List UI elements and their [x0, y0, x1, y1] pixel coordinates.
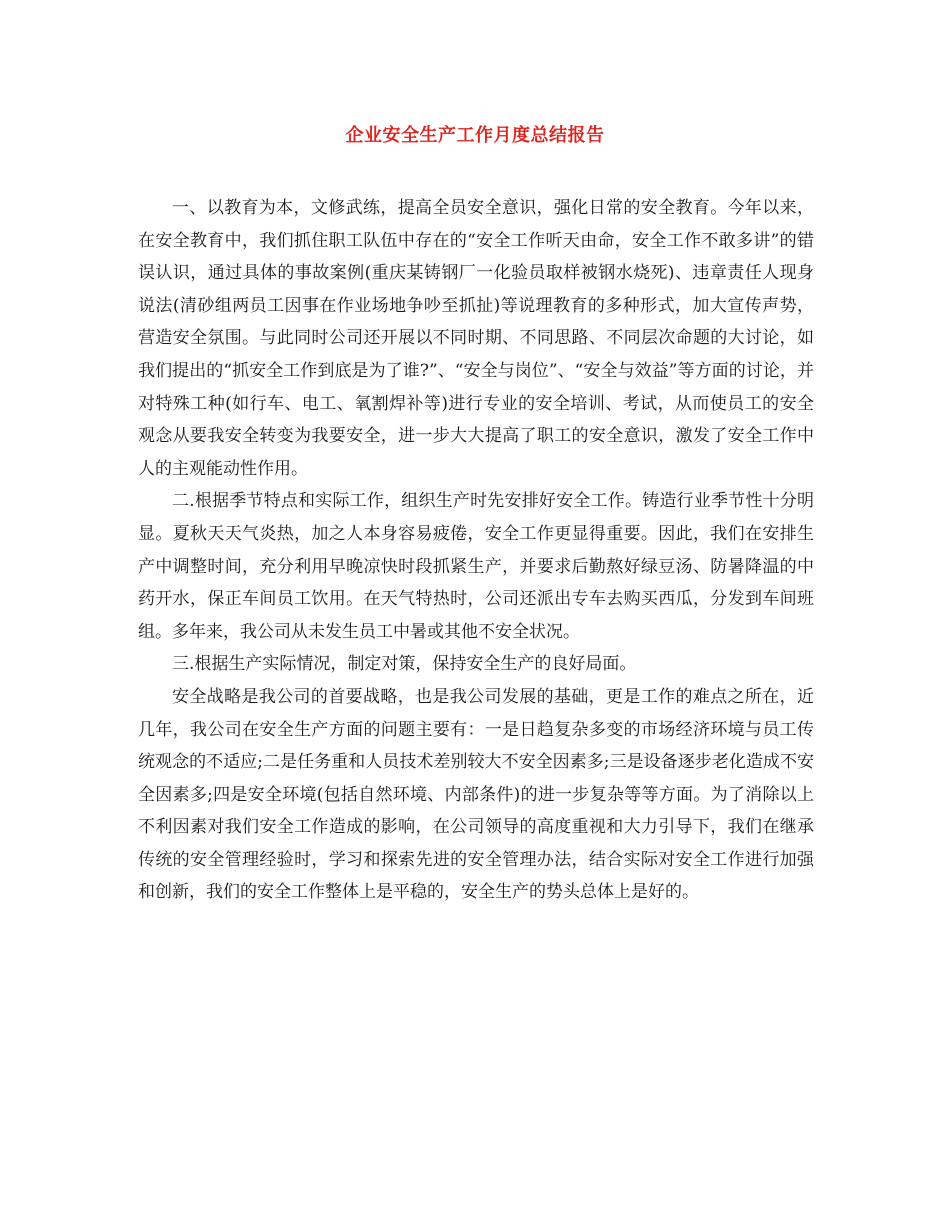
- paragraph-education: 一、以教育为本，文修武练，提高全员安全意识，强化日常的安全教育。今年以来，在安全教育中，我们抓住职工队伍中存在的“安全工作听天由命，安全工作不敢多讲”的错误认识，通过具体的事故案例(重庆某铸钢厂一化验员取样被钢水烧死)、违章责任人现身说法(清砂组两员工因事在作业场地争吵至抓扯)等说理教育的多种形式，加大宣传声势，营造安全氛围。与此同时公司还开展以不同时期、不同思路、不同层次命题的大讨论，如我们提出的“抓安全工作到底是为了谁?”、“安全与岗位”、“安全与效益”等方面的讨论，并对特殊工种(如行车、电工、氧割焊补等)进行专业的安全培训、考试，从而使员工的安全观念从要我安全转变为我要安全，进一步大大提高了职工的安全意识，激发了安全工作中人的主观能动性作用。: [138, 198, 814, 479]
- document-body: [138, 192, 814, 909]
- paragraph-countermeasures: 三.根据生产实际情况，制定对策，保持安全生产的良好局面。: [172, 654, 637, 675]
- document-title: 企业安全生产工作月度总结报告: [345, 125, 605, 146]
- paragraph-seasonal: 二.根据季节特点和实际工作，组织生产时先安排好安全工作。铸造行业季节性十分明显。夏秋天天气炎热，加之人本身容易疲倦，安全工作更显得重要。因此，我们在安排生产中调整时间，充分利用早晚凉快时段抓紧生产，并要求后勤熬好绿豆汤、防暑降温的中药开水，保正车间员工饮用。在天气特热时，公司还派出专车去购买西瓜，分发到车间班组。多年来，我公司从未发生员工中暑或其他不安全状况。: [138, 491, 814, 642]
- paragraph-strategy: 安全战略是我公司的首要战略，也是我公司发展的基础，更是工作的难点之所在，近几年，我公司在安全生产方面的问题主要有：一是日趋复杂多变的市场经济环境与员工传统观念的不适应;二是任务重和人员技术差别较大不安全因素多;三是设备逐步老化造成不安全因素多;四是安全环境(包括自然环境、内部条件)的进一步复杂等等方面。为了消除以上不利因素对我们安全工作造成的影响，在公司领导的高度重视和大力引导下，我们在继承传统的安全管理经验时，学习和探索先进的安全管理办法，结合实际对安全工作进行加强和创新，我们的安全工作整体上是平稳的，安全生产的势头总体上是好的。: [138, 686, 814, 903]
